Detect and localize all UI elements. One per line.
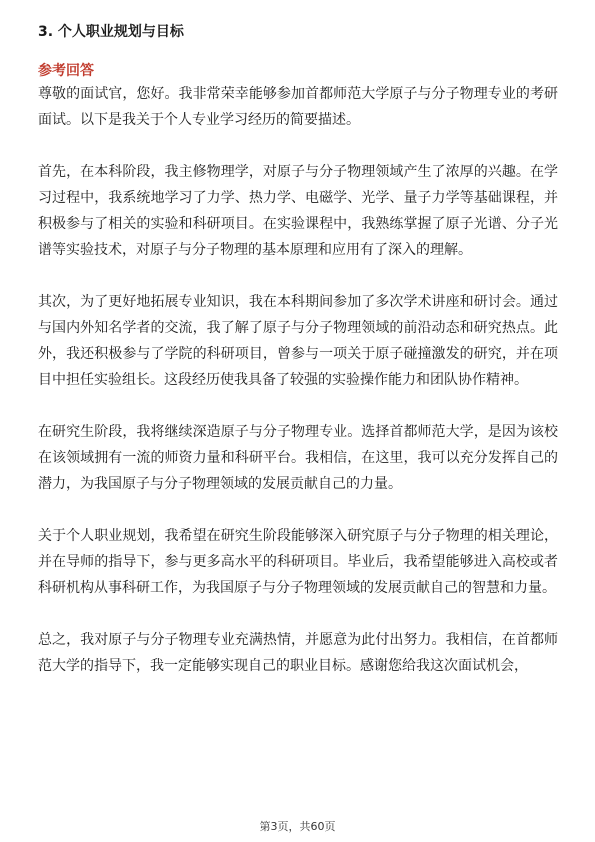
paragraph-undergraduate: 首先，在本科阶段，我主修物理学，对原子与分子物理领域产生了浓厚的兴趣。在学习过程中，我系统地学习了力学、热力学、电磁学、光学、量子力学等基础课程，并积极参与了相关的实验和科研项目。在实验课程中，我熟练掌握了原子光谱、分子光谱等实验技术，对原子与分子物理的基本原理和应用有了深入的理解。: [38, 164, 558, 258]
answer-label: 参考回答: [38, 63, 94, 79]
section-title: 3. 个人职业规划与目标: [38, 24, 184, 40]
answer-body: [38, 81, 558, 679]
paragraph-greeting: 尊敬的面试官，您好。我非常荣幸能够参加首都师范大学原子与分子物理专业的考研面试。以下是我关于个人专业学习经历的简要描述。: [38, 86, 558, 128]
paragraph-conclusion: 总之，我对原子与分子物理专业充满热情，并愿意为此付出努力。我相信，在首都师范大学的指导下，我一定能够实现自己的职业目标。感谢您给我这次面试机会，: [38, 632, 558, 674]
paragraph-graduate-plan: 在研究生阶段，我将继续深造原子与分子物理专业。选择首都师范大学，是因为该校在该领域拥有一流的师资力量和科研平台。我相信，在这里，我可以充分发挥自己的潜力，为我国原子与分子物理领域的发展贡献自己的力量。: [38, 424, 558, 492]
page-number-footer: 第3页，共60页: [259, 820, 336, 833]
paragraph-career-plan: 关于个人职业规划，我希望在研究生阶段能够深入研究原子与分子物理的相关理论，并在导师的指导下，参与更多高水平的科研项目。毕业后，我希望能够进入高校或者科研机构从事科研工作，为我国原子与分子物理领域的发展贡献自己的智慧和力量。: [38, 528, 558, 596]
paragraph-academic-activities: 其次，为了更好地拓展专业知识，我在本科期间参加了多次学术讲座和研讨会。通过与国内外知名学者的交流，我了解了原子与分子物理领域的前沿动态和研究热点。此外，我还积极参与了学院的科研项目，曾参与一项关于原子碰撞激发的研究，并在项目中担任实验组长。这段经历使我具备了较强的实验操作能力和团队协作精神。: [38, 294, 558, 388]
